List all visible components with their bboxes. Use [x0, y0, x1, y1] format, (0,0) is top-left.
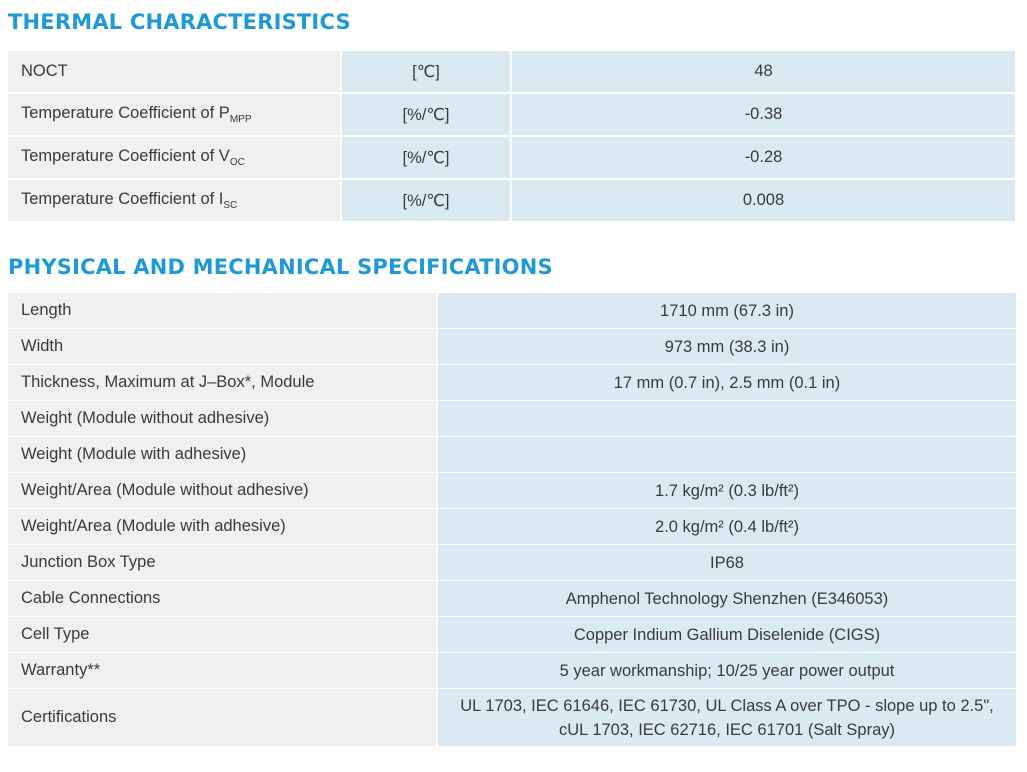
certifications-line-1: UL 1703, IEC 61646, IEC 61730, UL Class A over TPO - slope up to 2.5", — [460, 696, 994, 715]
row-label: Weight/Area (Module with adhesive) — [8, 509, 436, 545]
row-value: Copper Indium Gallium Diselenide (CIGS) — [436, 617, 1016, 653]
label-text: Temperature Coefficient of I — [21, 190, 224, 208]
physical-section-title: PHYSICAL AND MECHANICAL SPECIFICATIONS — [8, 255, 553, 279]
table-row — [8, 137, 1015, 180]
row-value: 973 mm (38.3 in) — [436, 329, 1016, 365]
label-subscript: OC — [229, 157, 245, 168]
row-label: Certifications — [8, 689, 436, 747]
physical-specifications-table — [8, 293, 1016, 747]
table-row — [8, 401, 1016, 437]
table-row — [8, 365, 1016, 401]
table-row — [8, 94, 1015, 137]
table-row — [8, 437, 1016, 473]
label-text: Temperature Coefficient of P — [21, 104, 230, 122]
row-label: Junction Box Type — [8, 545, 436, 581]
row-label: Weight (Module without adhesive) — [8, 401, 436, 437]
row-unit: [%/℃] — [340, 94, 510, 137]
row-label: Weight/Area (Module without adhesive) — [8, 473, 436, 509]
label-text: NOCT — [21, 62, 68, 80]
row-unit: [%/℃] — [340, 180, 510, 223]
table-row — [8, 51, 1015, 94]
row-value — [436, 401, 1016, 437]
row-label — [8, 94, 340, 137]
row-value: IP68 — [436, 545, 1016, 581]
table-row — [8, 473, 1016, 509]
table-row — [8, 509, 1016, 545]
row-label: Weight (Module with adhesive) — [8, 437, 436, 473]
label-subscript: SC — [223, 200, 238, 211]
label-subscript: MPP — [229, 114, 252, 125]
row-label: Width — [8, 329, 436, 365]
row-label: Thickness, Maximum at J–Box*, Module — [8, 365, 436, 401]
row-label: Warranty** — [8, 653, 436, 689]
label-text: Temperature Coefficient of V — [21, 147, 230, 165]
row-label — [8, 51, 340, 94]
row-label — [8, 180, 340, 223]
row-value: 2.0 kg/m² (0.4 lb/ft²) — [436, 509, 1016, 545]
row-label: Length — [8, 293, 436, 329]
table-row — [8, 293, 1016, 329]
row-value: 0.008 — [510, 180, 1015, 223]
table-row — [8, 581, 1016, 617]
row-value: -0.38 — [510, 94, 1015, 137]
row-value: -0.28 — [510, 137, 1015, 180]
row-value: 17 mm (0.7 in), 2.5 mm (0.1 in) — [436, 365, 1016, 401]
row-label: Cable Connections — [8, 581, 436, 617]
row-unit: [℃] — [340, 51, 510, 94]
table-row — [8, 329, 1016, 365]
row-value: 1.7 kg/m² (0.3 lb/ft²) — [436, 473, 1016, 509]
table-row — [8, 617, 1016, 653]
table-row — [8, 180, 1015, 223]
row-unit: [%/℃] — [340, 137, 510, 180]
table-row — [8, 653, 1016, 689]
table-row — [8, 689, 1016, 747]
row-value — [436, 689, 1016, 747]
row-value — [436, 437, 1016, 473]
row-value: 5 year workmanship; 10/25 year power output — [436, 653, 1016, 689]
row-value: Amphenol Technology Shenzhen (E346053) — [436, 581, 1016, 617]
thermal-section-title: THERMAL CHARACTERISTICS — [8, 10, 351, 34]
thermal-characteristics-table — [8, 51, 1015, 223]
table-row — [8, 545, 1016, 581]
row-label — [8, 137, 340, 180]
certifications-line-2: cUL 1703, IEC 62716, IEC 61701 (Salt Spray) — [559, 720, 895, 739]
row-value: 1710 mm (67.3 in) — [436, 293, 1016, 329]
row-value: 48 — [510, 51, 1015, 94]
row-label: Cell Type — [8, 617, 436, 653]
